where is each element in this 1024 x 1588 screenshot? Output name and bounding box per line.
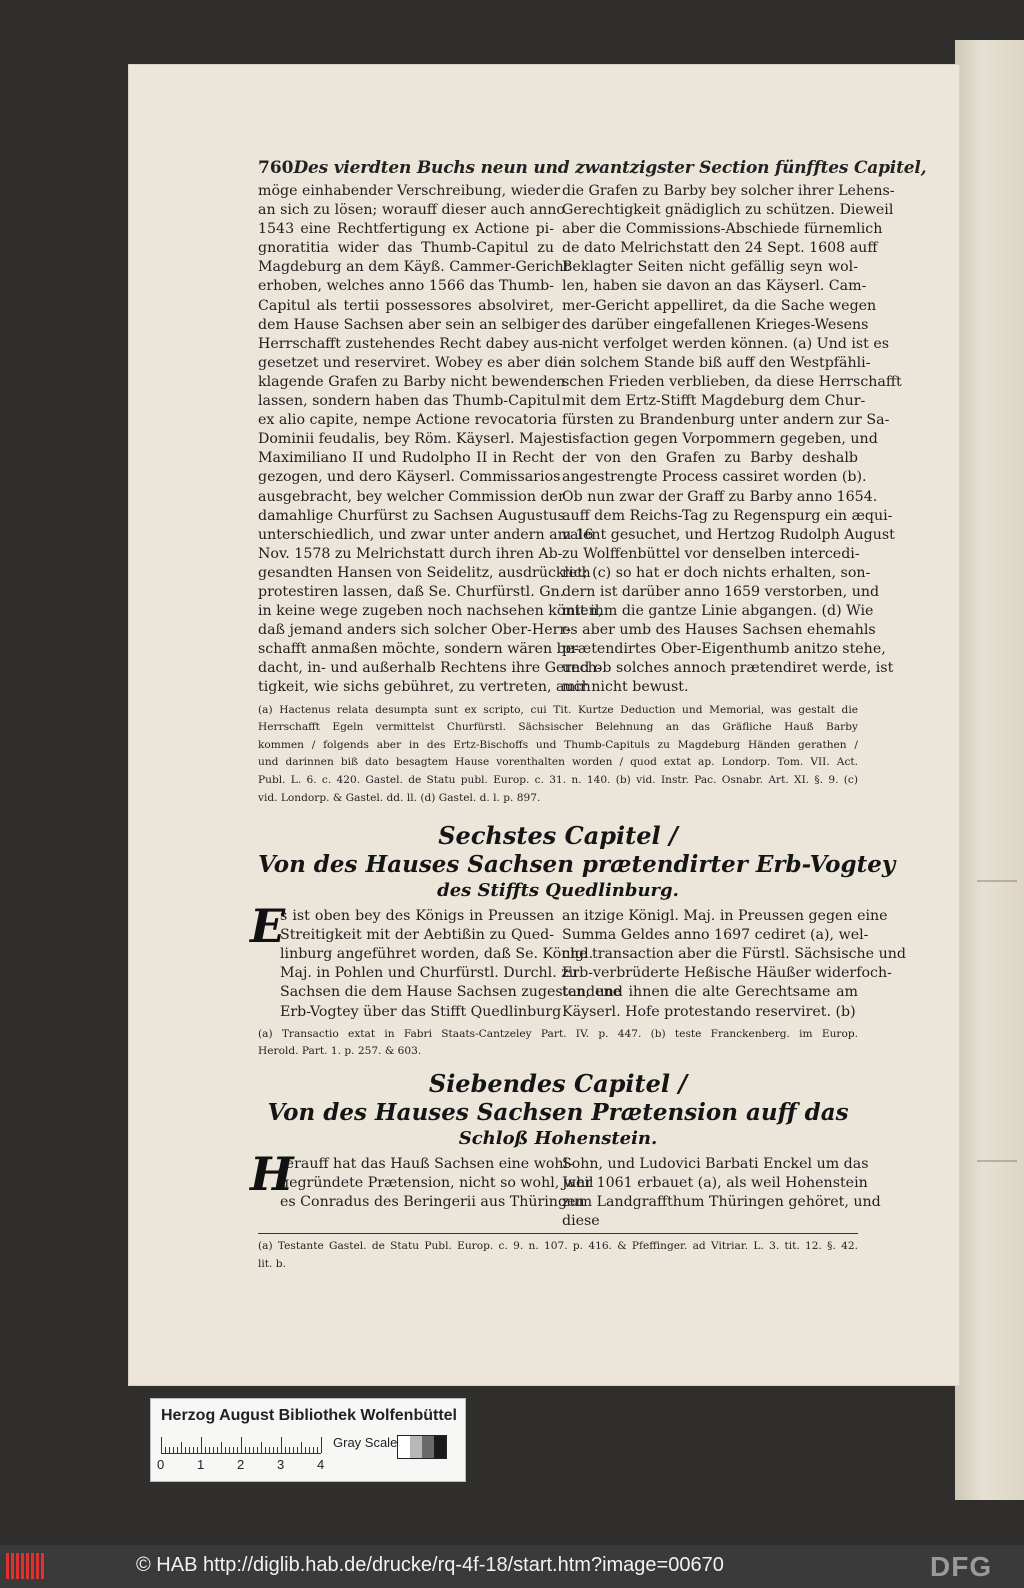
text-line: Erb-Vogtey über das Stifft Quedlinburg (280, 1003, 562, 1020)
text-line: daß jemand anders sich solcher Ober-Herr- (258, 622, 571, 639)
book-page (128, 64, 960, 1386)
text-line: prætendirtes Ober-Eigenthumb anitzo stehe, (562, 641, 886, 658)
ruler-tick (233, 1447, 234, 1453)
ruler-tick (313, 1447, 314, 1453)
text-line: Erb-verbrüderte Heßische Häußer widerfoch- (562, 965, 892, 982)
text-line: s ist oben bey des Königs in Preussen (280, 908, 554, 925)
ruler-tick (281, 1437, 282, 1453)
ruler-tick (289, 1447, 290, 1453)
text-line: Jahr 1061 erbauet (a), als weil Hohenstein (562, 1174, 868, 1191)
ruler-tick (213, 1447, 214, 1453)
footer-url[interactable]: © HAB http://diglib.hab.de/drucke/rq-4f-18/start.htm?image=00670 (136, 1554, 724, 1576)
running-title: Des vierdten Buchs neun und zwantzigster Section fünfftes Capitel, (293, 158, 927, 178)
text-line: unterschiedlich, und zwar unter andern am 16 (258, 526, 594, 543)
text-line: che transaction aber die Fürstl. Sächsische und (562, 946, 906, 963)
text-line: schen Frieden verblieben, da diese Herrschafft (562, 373, 902, 390)
footnote-line: kommen / folgends aber in des Ertz-Bischoffs und Thumb-Capituls zu Magdeburg Händen gerathen / (258, 738, 858, 751)
ruler-tick (273, 1447, 274, 1453)
ruler-tick (237, 1447, 238, 1453)
ruler-tick (253, 1447, 254, 1453)
chapter-6-subtitle: des Stiffts Quedlinburg. (437, 880, 679, 902)
ruler-tick (181, 1442, 182, 1453)
ruler-tick (189, 1447, 190, 1453)
text-line: Maximiliano II und Rudolpho II in Recht (258, 450, 554, 467)
text-line: Dominii feudalis, bey Röm. Käyserl. Majest. (258, 431, 573, 448)
text-line: Streitigkeit mit der Aebtißin zu Qued- (280, 927, 554, 944)
gray-swatch (410, 1436, 422, 1458)
gray-swatch (434, 1436, 446, 1458)
facing-page-mark (977, 880, 1017, 882)
text-line: Jerauff hat das Hauß Sachsen eine wohl- (280, 1155, 573, 1172)
text-line: gnoratitia wider das Thumb-Capitul zu (258, 240, 554, 257)
text-line: protestiren lassen, daß Se. Churfürstl. Gn. (258, 583, 565, 600)
text-line: Magdeburg an dem Käyß. Cammer-Gericht (258, 259, 570, 276)
text-line: Sachsen die dem Hause Sachsen zugestandene (280, 984, 621, 1001)
text-line: ausgebracht, bey welcher Commission der (258, 488, 565, 505)
text-line: zu Wolffenbüttel vor denselben intercedi- (562, 545, 860, 562)
text-line: ten, und ihnen die alte Gerechtsame am (562, 984, 858, 1001)
ruler-tick (257, 1447, 258, 1453)
text-line: aber die Commissions-Abschiede fürnemlich (562, 221, 883, 238)
text-line: tigkeit, wie sichs gebühret, zu vertreten, auch (258, 679, 591, 696)
text-line: ex alio capite, nempe Actione revocatoria (258, 412, 557, 429)
library-name: Herzog August Bibliothek Wolfenbüttel (161, 1407, 457, 1424)
ruler-tick (241, 1437, 242, 1453)
text-line: klagende Grafen zu Barby nicht bewenden (258, 373, 566, 390)
ruler-tick (305, 1447, 306, 1453)
ruler-tick (321, 1437, 322, 1453)
chapter-7-heading: Siebendes Capitel / (428, 1068, 688, 1098)
text-line: ret; (c) so hat er doch nichts erhalten, son- (562, 564, 871, 581)
text-line: gegründete Prætension, nicht so wohl, weil (280, 1174, 594, 1191)
ruler-tick (245, 1447, 246, 1453)
text-line: dern ist darüber anno 1659 verstorben, und (562, 583, 880, 600)
text-line: erhoben, welches anno 1566 das Thumb- (258, 278, 554, 295)
text-line: valent gesuchet, und Hertzog Rudolph August (562, 526, 895, 543)
text-line: nicht verfolget werden können. (a) Und ist es (562, 335, 890, 352)
running-header (258, 158, 927, 178)
ruler-tick (317, 1447, 318, 1453)
text-line: 1543 eine Rechtfertigung ex Actione pi- (258, 221, 554, 238)
text-line: gesandten Hansen von Seidelitz, ausdrücklich (258, 564, 591, 581)
text-line: auff dem Reichs-Tag zu Regenspurg ein æqui- (562, 507, 893, 524)
text-line: diese (562, 1213, 600, 1230)
text-line: tisfaction gegen Vorpommern gegeben, und (562, 431, 878, 448)
ruler-tick (293, 1447, 294, 1453)
footnote-line: Herrschafft Egeln vermittelst Churfürstl. Sächsischer Belehnung an das Gräfliche Hauß Barby (258, 721, 858, 734)
page-content (250, 158, 927, 1273)
text-line: an itzige Königl. Maj. in Preussen gegen eine (562, 908, 888, 925)
text-line: es Conradus des Beringerii aus Thüringen (280, 1194, 585, 1211)
footnotes-1 (258, 702, 858, 808)
text-line: Maj. in Pohlen und Churfürstl. Durchl. zu (280, 965, 578, 982)
ruler-tick (205, 1447, 206, 1453)
text-line: Herrschafft zustehendes Recht dabey aus- (258, 335, 563, 352)
library-label (150, 1398, 466, 1482)
ruler-number: 1 (197, 1457, 205, 1472)
ruler-tick (185, 1447, 186, 1453)
text-line: Beklagter Seiten nicht gefällig seyn wol- (562, 259, 858, 276)
ruler-tick (193, 1447, 194, 1453)
text-line: Summa Geldes anno 1697 cediret (a), wel- (562, 927, 869, 944)
ruler-tick (277, 1447, 278, 1453)
text-line: möge einhabender Verschreibung, wieder (258, 183, 561, 199)
ruler-tick (309, 1447, 310, 1453)
ruler-tick (261, 1442, 262, 1453)
footnote-rule (258, 1233, 858, 1234)
dropcap-e: E (250, 899, 286, 954)
footnote-line: Herold. Part. 1. p. 257. & 603. (258, 1045, 422, 1058)
text-line: mit dem Ertz-Stifft Magdeburg dem Chur- (562, 393, 866, 410)
text-line: mer-Gericht appelliret, da die Sache wegen (562, 297, 877, 314)
scale-ruler (161, 1435, 321, 1454)
text-line: de dato Melrichstatt den 24 Sept. 1608 auff (562, 240, 878, 257)
left-column (258, 907, 621, 1022)
dfg-logo: DFG (930, 1551, 993, 1582)
footnote-line: und darinnen biß dato besagtem Hause vorenthalten worden / quod extat ap. Londorp. Tom. VII. Act. (258, 756, 858, 769)
dropcap-h: H (250, 1146, 294, 1201)
facing-page-mark (977, 1160, 1017, 1162)
ruler-tick (229, 1447, 230, 1453)
gray-swatch (398, 1436, 410, 1458)
text-line: linburg angeführet worden, daß Se. Königl. (280, 946, 594, 963)
ruler-number: 0 (157, 1457, 165, 1472)
gray-swatch (422, 1436, 434, 1458)
ruler-tick (265, 1447, 266, 1453)
chapter-6-heading: Sechstes Capitel / (438, 821, 678, 851)
ruler-tick (177, 1447, 178, 1453)
text-line: Käyserl. Hofe protestando reserviret. (b) (562, 1003, 856, 1020)
chapter-7-title: Von des Hauses Sachsen Prætension auff das (267, 1098, 849, 1126)
ruler-tick (165, 1447, 166, 1453)
ruler-tick (173, 1447, 174, 1453)
text-line: Sohn, und Ludovici Barbati Enckel um das (562, 1155, 869, 1172)
footnote-line: lit. b. (258, 1257, 286, 1270)
footnotes-7 (258, 1238, 858, 1273)
text-line: in keine wege zugeben noch nachsehen könten, (258, 603, 603, 620)
text-line: dem Hause Sachsen aber sein an selbiger (258, 316, 560, 333)
text-columns-7 (250, 1146, 881, 1231)
ruler-tick (201, 1437, 202, 1453)
text-line: der von den Grafen zu Barby deshalb (562, 450, 858, 467)
text-line: zum Landgraffthum Thüringen gehöret, und (562, 1194, 881, 1211)
text-line: schafft anmaßen möchte, sondern wären be- (258, 641, 579, 658)
text-line: len, haben sie davon an das Käyserl. Cam- (562, 278, 867, 295)
ruler-number: 3 (277, 1457, 285, 1472)
text-line: mit ihm die gantze Linie abgangen. (d) Wie (562, 603, 874, 620)
text-line: gesetzet und reserviret. Wobey es aber die (258, 354, 567, 371)
ruler-tick (169, 1447, 170, 1453)
ruler-number: 2 (237, 1457, 245, 1472)
text-line: angestrengte Process cassiret worden (b). (562, 469, 867, 486)
ruler-tick (269, 1447, 270, 1453)
footer-bar (0, 1545, 1024, 1588)
right-column (562, 182, 902, 698)
footnotes-6 (258, 1026, 858, 1061)
text-line: Ob nun zwar der Graff zu Barby anno 1654. (562, 488, 878, 505)
right-column (562, 1155, 881, 1231)
gray-scale-label: Gray Scale (333, 1435, 398, 1450)
ruler-tick (197, 1447, 198, 1453)
text-columns-1 (258, 182, 902, 698)
gray-scale-chart (397, 1435, 447, 1459)
text-line: Nov. 1578 zu Melrichstatt durch ihren Ab- (258, 545, 563, 562)
left-column (258, 182, 603, 698)
text-line: gezogen, und dero Käyserl. Commissarios (258, 469, 561, 486)
text-line: die Grafen zu Barby bey solcher ihrer Lehens- (562, 183, 895, 199)
chapter-7-subtitle: Schloß Hohenstein. (458, 1127, 658, 1149)
ruler-tick (209, 1447, 210, 1453)
chapter-6-title: Von des Hauses Sachsen prætendirter Erb-Vogtey (258, 851, 896, 879)
footnote-line: Publ. L. 6. c. 420. Gastel. de Statu publ. Europ. c. 31. n. 140. (b) vid. Instr. Pac. Osnabr. Art. XI. §. 9. (c) (258, 773, 858, 786)
text-line: dacht, in- und außerhalb Rechtens ihre Gerech- (258, 660, 602, 677)
text-line: in solchem Stande biß auff den Westpfähli- (562, 354, 871, 371)
ruler-tick (221, 1442, 222, 1453)
hab-logo-icon (6, 1553, 46, 1579)
ruler-tick (297, 1447, 298, 1453)
text-line: fürsten zu Brandenburg unter andern zur Sa- (562, 412, 890, 429)
text-line: an sich zu lösen; worauff dieser auch anno (258, 202, 565, 219)
ruler-tick (285, 1447, 286, 1453)
footnote-line: (a) Transactio extat in Fabri Staats-Cantzeley Part. IV. p. 447. (b) teste Franckenberg. im Europ. (258, 1027, 858, 1040)
footnote-line: (a) Testante Gastel. de Statu Publ. Europ. c. 9. n. 107. p. 416. & Pfeffinger. ad Vitriar. L. 3. tit. 12. §. 42. (258, 1240, 858, 1253)
facing-page-edge (955, 40, 1024, 1500)
page-number: 760 (258, 158, 294, 178)
text-line: Capitul als tertii possessores absolviret, (258, 297, 554, 314)
text-line: mir nicht bewust. (562, 679, 689, 696)
ruler-tick (225, 1447, 226, 1453)
text-line: damahlige Churfürst zu Sachsen Augustus (258, 507, 565, 524)
text-line: es aber umb des Hauses Sachsen ehemahls (562, 622, 876, 639)
footnote-line: (a) Hactenus relata desumpta sunt ex scripto, cui Tit. Kurtze Deduction und Memorial, was gestalt die (258, 703, 858, 716)
ruler-tick (249, 1447, 250, 1453)
footnote-line: vid. Londorp. & Gastel. dd. ll. (d) Gastel. d. l. p. 897. (258, 791, 541, 804)
text-line: Gerechtigkeit gnädiglich zu schützen. Dieweil (562, 202, 894, 219)
ruler-tick (161, 1437, 162, 1453)
ruler-number: 4 (317, 1457, 325, 1472)
ruler-tick (217, 1447, 218, 1453)
text-line: und ob solches annoch prætendiret werde, ist (562, 660, 894, 677)
text-line: des darüber eingefallenen Krieges-Wesens (562, 316, 869, 333)
text-line: lassen, sondern haben das Thumb-Capitul (258, 393, 561, 410)
ruler-tick (301, 1442, 302, 1453)
text-columns-6 (250, 899, 906, 1022)
right-column (562, 907, 906, 1022)
